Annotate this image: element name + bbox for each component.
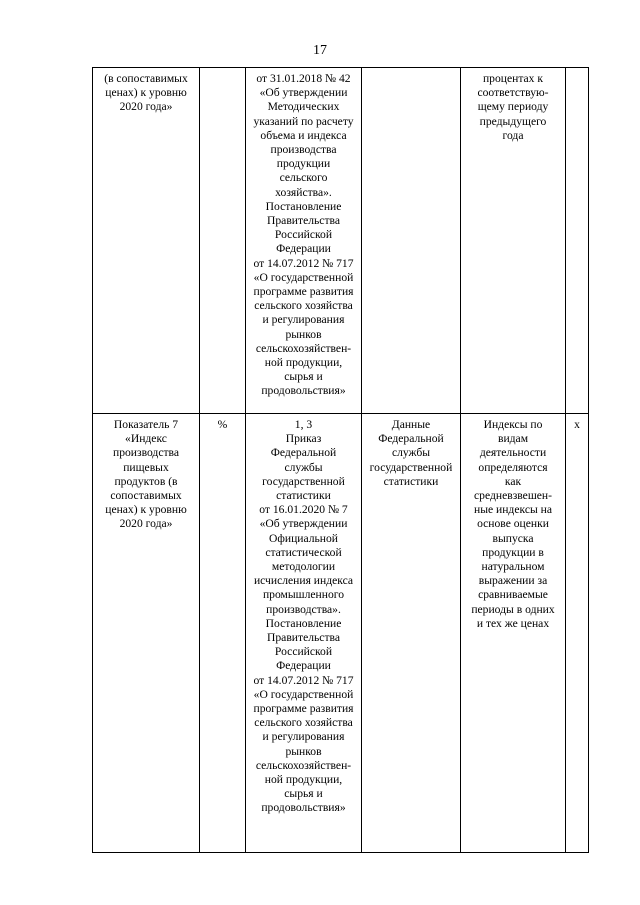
table-cell-method: процентах к соответствую- щему периоду предыдущего года [477, 72, 549, 142]
table-cell-unit: % [217, 418, 228, 431]
row-divider [92, 413, 589, 414]
column-border [588, 67, 589, 853]
table-top-border [92, 67, 589, 68]
column-border [199, 67, 200, 853]
table-cell-indicator: Показатель 7 «Индекс производства пищевых продуктов (в сопоставимых ценах) к уровню 2020 года» [105, 418, 187, 531]
table-cell-method: Индексы по видам деятельности определяются как средневзвешен- ные индексы на основе оценки выпуска продукции в натуральном выражении за сравниваемые периоды в одних и тех же ценах [471, 418, 555, 630]
page-number: 17 [313, 43, 327, 58]
table-cell-basis: от 31.01.2018 № 42 «Об утверждении Методических указаний по расчету объема и индекса производства продукции сельского хозяйства». Постановление Правительства Российской Федерации от 14.07.2012 № 717 «О государственной программе развития сельского хозяйства и регулирования рынков сельскохозяйствен- ной продукции, сырья и продовольствия» [253, 72, 354, 398]
table-cell-indicator: (в сопоставимых ценах) к уровню 2020 года» [104, 72, 188, 114]
table-cell-source: Данные Федеральной службы государственной статистики [369, 418, 453, 488]
table-cell-basis: 1, 3 Приказ Федеральной службы государственной статистики от 16.01.2020 № 7 «Об утверждении Официальной статистической методологии исчисления индекса промышленного производства». Постановление Правительства Российской Федерации от 14.07.2012 № 717 «О государственной программе развития сельского хозяйства и регулирования рынков сельскохозяйствен- ной продукции, сырья и продовольствия» [253, 418, 354, 815]
table-bottom-border [92, 852, 589, 853]
column-border [565, 67, 566, 853]
table-cell-note: х [574, 418, 580, 431]
